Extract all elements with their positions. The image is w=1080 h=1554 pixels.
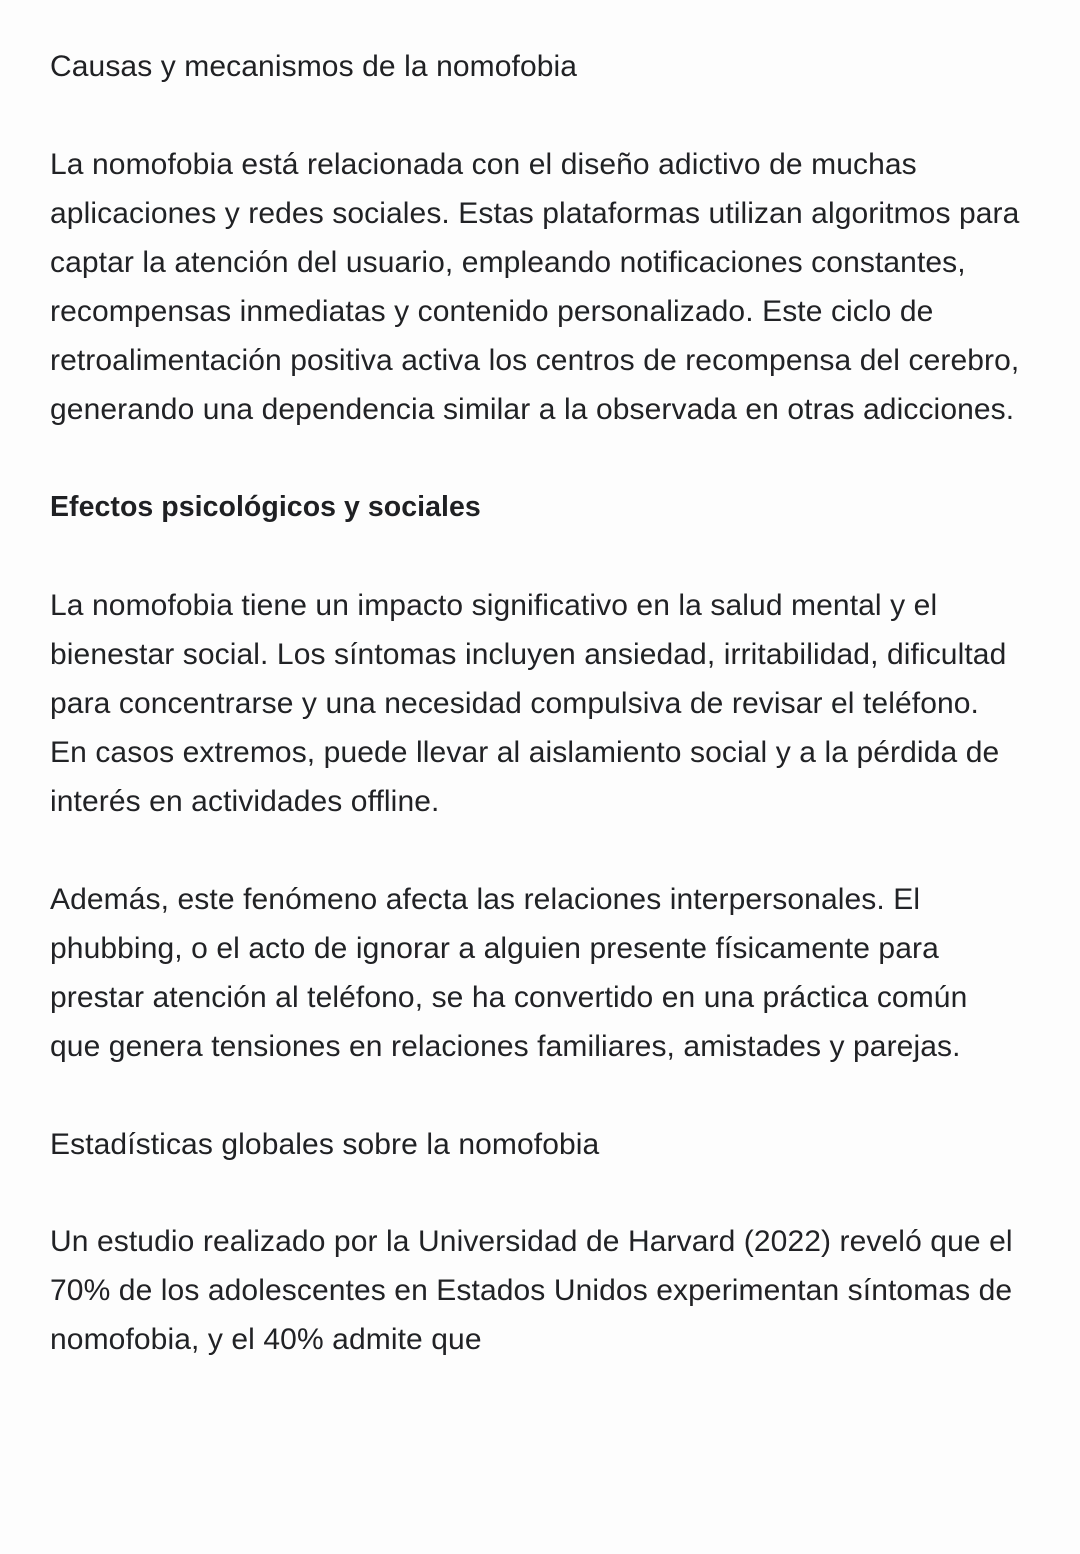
paragraph-estadisticas: Un estudio realizado por la Universidad de Harvard (2022) reveló que el 70% de los adolescentes en Estados Unidos experimentan síntomas de nomofobia, y el 40% admite que [50,1225,1013,1356]
paragraph-causas: La nomofobia está relacionada con el diseño adictivo de muchas aplicaciones y redes sociales. Estas plataformas utilizan algoritmos para captar la atención del usuario, empleando notificaciones constantes, recompensas inmediatas y contenido personalizado. Este ciclo de retroalimentación positiva activa los centros de recompensa del cerebro, generando una dependencia similar a la observada en otras adicciones. [50,148,1020,426]
section-heading-efectos: Efectos psicológicos y sociales [50,491,481,523]
paragraph-relaciones: Además, este fenómeno afecta las relaciones interpersonales. El phubbing, o el acto de ignorar a alguien presente físicamente para prestar atención al teléfono, se ha convertido en una práctica común que genera tensiones en relaciones familiares, amistades y parejas. [50,883,968,1063]
section-heading-estadisticas: Estadísticas globales sobre la nomofobia [50,1128,600,1161]
section-heading-causas: Causas y mecanismos de la nomofobia [50,50,578,83]
paragraph-efectos: La nomofobia tiene un impacto significativo en la salud mental y el bienestar social. Los síntomas incluyen ansiedad, irritabilidad, dificultad para concentrarse y una necesidad compulsiva de revisar el teléfono. En casos extremos, puede llevar al aislamiento social y a la pérdida de interés en actividades offline. [50,589,1007,818]
